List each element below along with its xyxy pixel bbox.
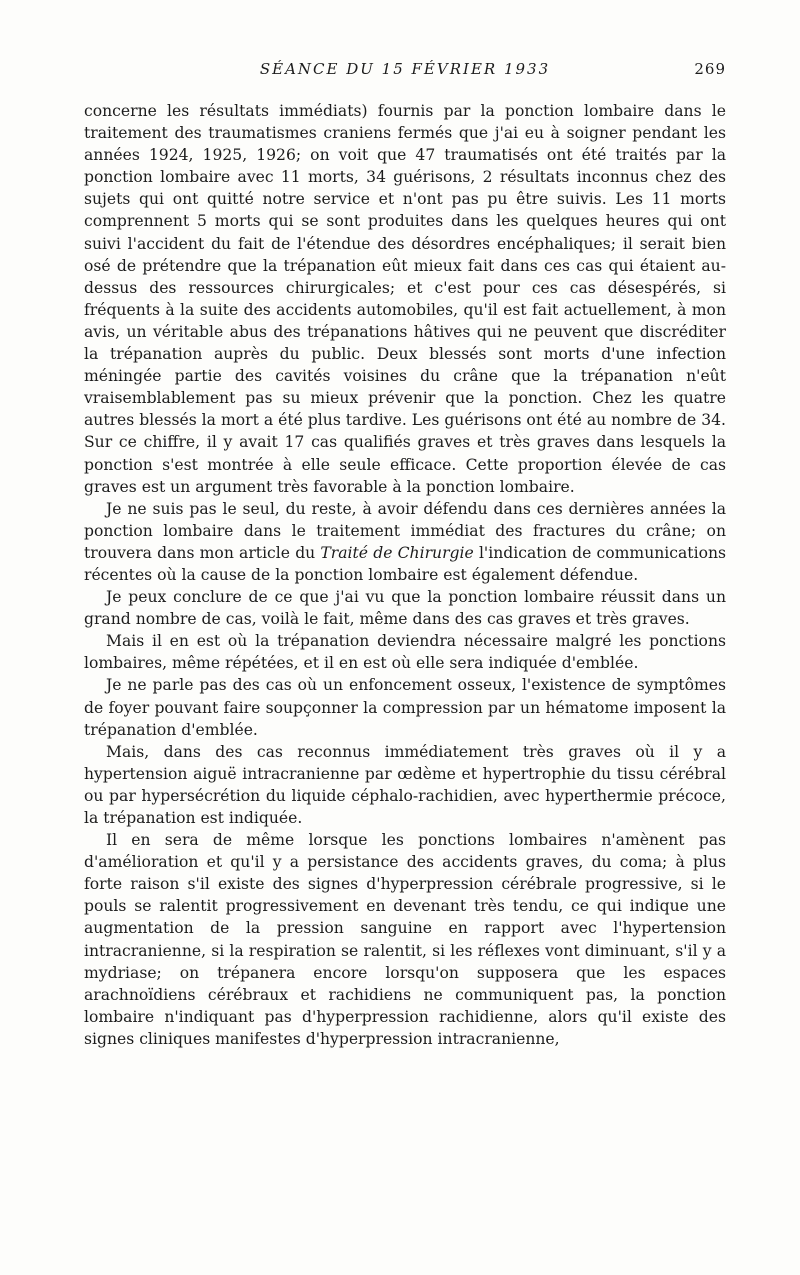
body-text — [84, 100, 726, 1050]
paragraph — [84, 498, 726, 586]
paragraph: Je ne parle pas des cas où un enfoncement osseux, l'existence de symptômes de foyer pouvant faire soupçonner la compression par un hématome imposent la trépanation d'emblée. — [84, 676, 726, 739]
paragraph-text: l'indication de communications récentes où la cause de la ponction lombaire est également défendue. — [84, 543, 726, 584]
paragraph-continued: concerne les résultats immédiats) fournis par la ponction lombaire dans le traitement des traumatismes craniens fermés que j'ai eu à soigner pendant les années 1924, 1925, 1926; on voit que 47 traumatisés ont été traités par la ponction lombaire avec 11 morts, 34 guérisons, 2 résultats inconnus chez des sujets qui ont quitté notre service et n'ont pas pu être suivis. Les 11 morts comprennent 5 morts qui se sont produites dans les quelques heures qui ont suivi l'accident du fait de l'étendue des désordres encéphaliques; il serait bien osé de prétendre que la trépanation eût mieux fait dans ces cas qui étaient au-dessus des ressources chirurgicales; et c'est pour ces cas désespérés, si fréquents à la suite des accidents automobiles, qu'il est fait actuellement, à mon avis, un véritable abus des trépanations hâtives qui ne peuvent que discréditer la trépanation auprès du public. Deux blessés sont morts d'une infection méningée partie des cavités voisines du crâne que la trépanation n'eût vraisemblablement pas su mieux prévenir que la ponction. Chez les quatre autres blessés la mort a été plus tardive. Les guérisons ont été au nombre de 34. Sur ce chiffre, il y avait 17 cas qualifiés graves et très graves dans lesquels la ponction s'est montrée à elle seule efficace. Cette proportion élevée de cas graves est un argument très favorable à la ponction lombaire. — [84, 102, 726, 496]
book-title: Traité de Chirurgie — [320, 543, 474, 562]
paragraph-text: Je ne suis pas le seul, du reste, à avoir défendu dans ces dernières années la ponction lombaire dans le traitement immédiat des fractures du crâne; on trouvera dans mon article du — [84, 499, 726, 562]
paragraph: Mais, dans des cas reconnus immédiatement très graves où il y a hypertension aiguë intracranienne par œdème et hypertrophie du tissu cérébral ou par hypersécrétion du liquide céphalo-rachidien, avec hyperthermie précoce, la trépanation est indiquée. — [84, 742, 726, 827]
paragraph: Il en sera de même lorsque les ponctions lombaires n'amènent pas d'amélioration et qu'il y a persistance des accidents graves, du coma; à plus forte raison s'il existe des signes d'hyperpression cérébrale progressive, si le pouls se ralentit progressivement en devenant très tendu, ce qui indique une augmentation de la pression sanguine en rapport avec l'hypertension intracranienne, si la respiration se ralentit, si les réflexes vont diminuant, s'il y a mydriase; on trépanera encore lorsqu'on supposera que les espaces arachnoïdiens cérébraux et rachidiens ne communiquent pas, la ponction lombaire n'indiquant pas d'hyperpression rachidienne, alors qu'il existe des signes cliniques manifestes d'hyperpression intracranienne, — [84, 831, 726, 1048]
running-title: SÉANCE DU 15 FÉVRIER 1933 — [259, 60, 551, 78]
paragraph: Je peux conclure de ce que j'ai vu que la ponction lombaire réussit dans un grand nombre de cas, voilà le fait, même dans des cas graves et très graves. — [84, 588, 726, 629]
page-number: 269 — [694, 60, 726, 78]
running-head — [84, 60, 726, 82]
paragraph: Mais il en est où la trépanation deviendra nécessaire malgré les ponctions lombaires, même répétées, et il en est où elle sera indiquée d'emblée. — [84, 632, 726, 673]
